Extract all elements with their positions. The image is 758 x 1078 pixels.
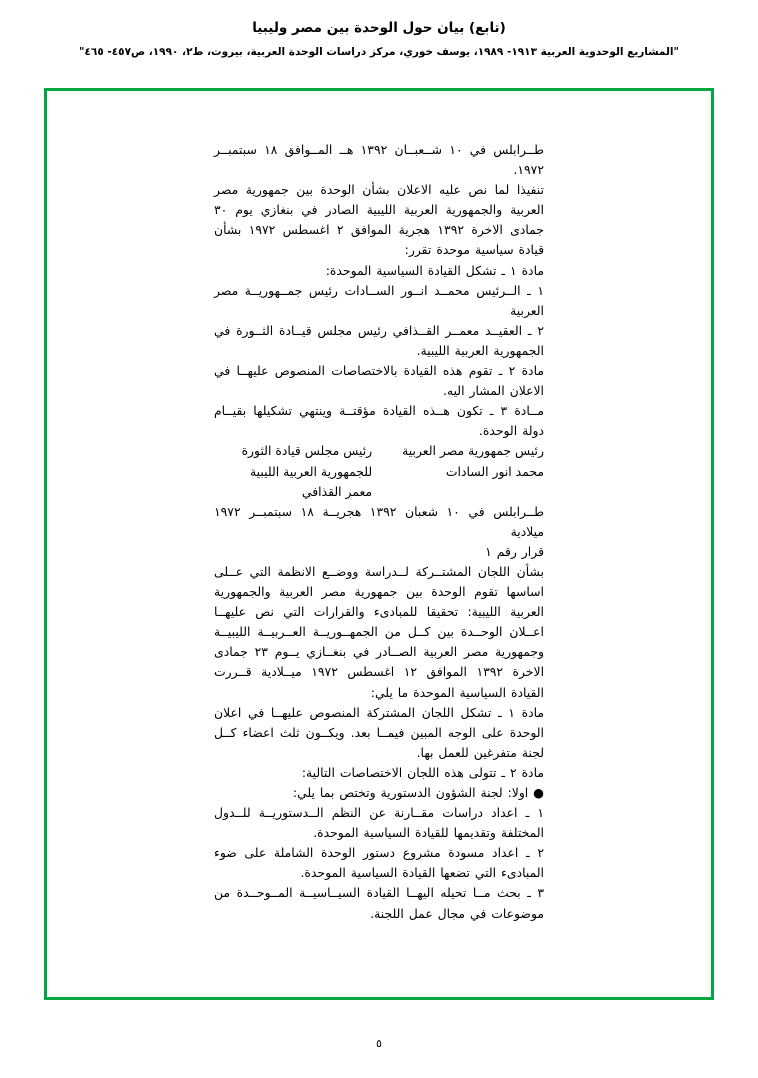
paragraph-article-1: مادة ١ ـ تشكل القيادة السياسية الموحدة: — [325, 262, 544, 278]
list-item: ٢ ـ اعداد مسودة مشروع دستور الوحدة الشاملة على ضوء المبادىء التي تضعها القيادة السياسية الموحدة. — [214, 845, 544, 881]
page-number: ٥ — [376, 1037, 382, 1050]
text-column — [214, 140, 544, 924]
paragraph-article-2: مادة ٢ ـ تقوم هذه القيادة بالاختصاصات المنصوص عليهــا في الاعلان المشار اليه. — [214, 363, 544, 399]
paragraph-decision-preamble: بشأن اللجان المشتــركة لــدراسة ووضــع الانظمة التي عــلى اساسها تقوم الوحدة بين جمهورية مصر العربية والجمهورية العربية الليبية: تحقيقا للمبادىء والقرارات التي نص عليهــا اعــلان الوحــدة بين كــل من الجمهــوريــة العــربيــة الليبيــة وجمهورية مصر العربية الصــادر في بنغــازي يــوم ٢٣ جمادى الاخرة ١٣٩٢ الموافق ١٢ اغسطس ١٩٧٢ ميــلادية قــررت القيادة السياسية الموحدة ما يلي: — [214, 563, 545, 700]
signature-row — [214, 482, 544, 502]
list-item: ١ ـ اعداد دراسات مقــارنة عن النظم الــدستوريــة للــدول المختلفة وتقديمها للقيادة السياسية الموحدة. — [214, 805, 544, 841]
page-footer — [0, 1037, 758, 1050]
signature-egypt-title: رئيس جمهورية مصر العربية — [402, 443, 544, 459]
section-first-committee: ● اولا: لجنة الشؤون الدستورية وتختص بما يلي: — [292, 785, 544, 800]
paragraph-member-2: ٢ ـ العقيــد معمــر القــذافي رئيس مجلس قيــادة الثــورة في الجمهورية العربية الليبية. — [214, 322, 544, 358]
paragraph-decision-article-2: مادة ٢ ـ تتولى هذه اللجان الاختصاصات التالية: — [301, 764, 544, 780]
paragraph-date-intro: طــرابلس في ١٠ شــعبــان ١٣٩٢ هــ المــوافق ١٨ سبتمبــر ١٩٧٢. — [214, 142, 544, 178]
signature-spacer — [372, 482, 544, 502]
signature-row — [214, 462, 544, 482]
decision-title: قرار رقم ١ — [485, 543, 544, 559]
paragraph-decision-article-1: مادة ١ ـ تشكل اللجان المشتركة المنصوص عليهــا في اعلان الوحدة على الوجه المبين فيمــا بعد. ويكــون ثلث اعضاء كــل لجنة متفرغين للعمل بها. — [214, 704, 544, 760]
page-header — [0, 0, 758, 58]
source-citation: "المشاريع الوحدوية العربية ١٩١٣- ١٩٨٩، يوسف خوري، مركز دراسات الوحدة العربية، بيروت، ط٢، ١٩٩٠، ص٤٥٧- ٤٦٥" — [79, 46, 679, 59]
signature-libya-name: معمر القذافي — [301, 483, 373, 499]
paragraph-article-3: مــادة ٣ ـ تكون هــذه القيادة مؤقتــة وينتهي تشكيلها بقيــام دولة الوحدة. — [214, 403, 545, 439]
page-title: (تابع) بيان حول الوحدة بين مصر وليبيا — [252, 20, 506, 36]
paragraph-preamble: تنفيذا لما نص عليه الاعلان بشأن الوحدة بين جمهورية مصر العربية والجمهورية العربية الليبية الصادر في بنغازي يوم ٣٠ جمادى الاخرة ١٣٩٢ هجرية الموافق ٢ اغسطس ١٩٧٢ بشأن قيادة سياسية موحدة تقرر: — [214, 182, 544, 258]
paragraph-member-1: ١ ـ الــرئيس محمــد انــور الســادات رئيس جمــهوريــة مصر العربية — [214, 282, 544, 318]
document-body — [0, 140, 758, 924]
signature-block — [214, 441, 544, 501]
signature-egypt-name: محمد انور السادات — [445, 463, 544, 479]
signature-row — [214, 441, 544, 461]
paragraph-date-line: طــرابلس في ١٠ شعبان ١٣٩٢ هجريــة ١٨ سبتمبــر ١٩٧٢ ميلادية — [214, 503, 544, 539]
list-item: ٣ ـ بحث مــا تحيله اليهــا القيادة السيــاسيــة المــوحــدة من موضوعات في مجال عمل اللجنة. — [214, 885, 544, 921]
signature-libya-subtitle: للجمهورية العربية الليبية — [250, 463, 373, 479]
signature-libya-title: رئيس مجلس قيادة الثورة — [241, 443, 373, 459]
